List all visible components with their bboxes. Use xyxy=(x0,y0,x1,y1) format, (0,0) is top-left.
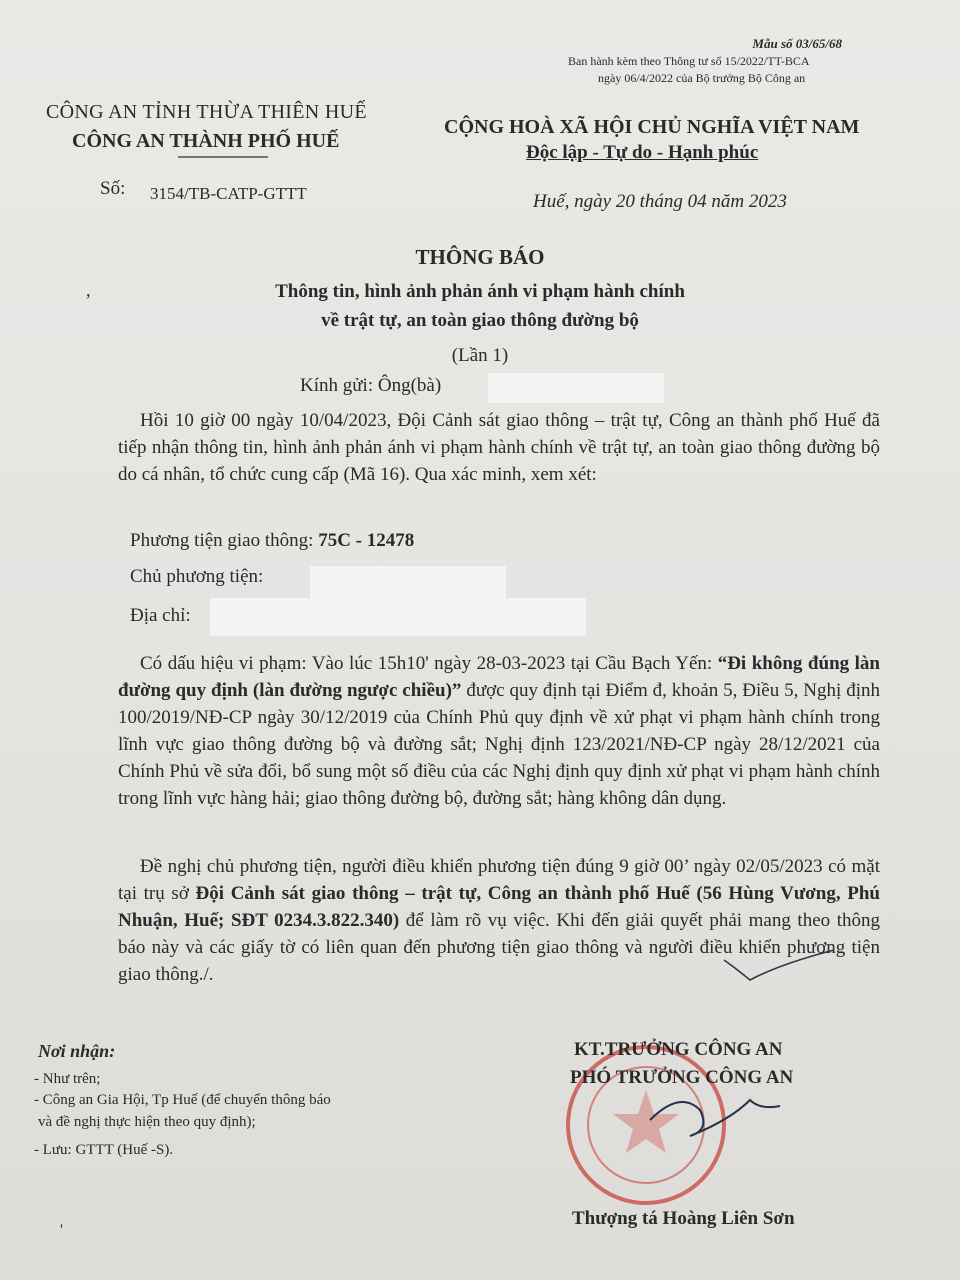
violation-intro: Có dấu hiệu vi phạm: Vào lúc 15h10' ngày 28-03-2023 tại Cầu Bạch Yến: xyxy=(140,653,713,674)
owner-row xyxy=(130,566,263,588)
form-reference: Mẫu số 03/65/68 xyxy=(752,36,842,51)
issued-note-line2: ngày 06/4/2022 của Bộ trưởng Bộ Công an xyxy=(598,71,806,85)
signer-name: Thượng tá Hoàng Liên Sơn xyxy=(572,1208,795,1229)
margin-mark: ' xyxy=(60,1222,63,1239)
doc-subtitle-line1: Thông tin, hình ảnh phản ánh vi phạm hành chính xyxy=(275,281,685,302)
intro-paragraph: Hồi 10 giờ 00 ngày 10/04/2023, Đội Cảnh sát giao thông – trật tự, Công an thành phố Huế đã tiếp nhận thông tin, hình ảnh phản ánh vi phạm hành chính về trật tự, an toàn giao thông đường bộ do cá nhân, tổ chức cung cấp (Mã 16). Qua xác minh, xem xét: xyxy=(118,410,880,485)
national-motto: Độc lập - Tự do - Hạnh phúc xyxy=(526,142,759,163)
signature-authority-line1: KT.TRƯỞNG CÔNG AN xyxy=(574,1039,783,1060)
recipients-item-1: - Như trên; xyxy=(34,1071,101,1087)
violation-description: “Đi không đúng làn đường quy định (làn đường ngược chiều)” xyxy=(118,653,880,701)
vehicle-row xyxy=(130,530,414,552)
agency-underline xyxy=(178,155,268,159)
signature-icon xyxy=(640,1080,790,1160)
handwritten-tick-icon xyxy=(720,946,840,986)
doc-title: THÔNG BÁO xyxy=(415,245,545,269)
vehicle-plate: 75C - 12478 xyxy=(318,530,415,551)
recipients-item-2-cont: và đề nghị thực hiện theo quy định); xyxy=(38,1114,256,1130)
signature-authority-line2: PHÓ TRƯỞNG CÔNG AN xyxy=(570,1067,794,1088)
owner-label: Chủ phương tiện: xyxy=(130,566,264,587)
recipients-item-2: - Công an Gia Hội, Tp Huế (để chuyển thông báo xyxy=(34,1092,331,1108)
agency-name-city: CÔNG AN THÀNH PHỐ HUẾ xyxy=(72,130,340,152)
doc-number-value: 3154/TB-CATP-GTTT xyxy=(150,184,307,203)
recipient-label: Kính gửi: Ông(bà) xyxy=(300,375,442,396)
agency-name-provincial: CÔNG AN TỈNH THỪA THIÊN HUẾ xyxy=(46,101,367,123)
recipients-label: Nơi nhận: xyxy=(38,1041,116,1061)
notice-round: (Lần 1) xyxy=(451,345,509,366)
redacted-recipient-name xyxy=(488,373,664,403)
address-row xyxy=(130,605,191,627)
doc-subtitle-line2: về trật tự, an toàn giao thông đường bộ xyxy=(321,310,639,331)
violation-paragraph xyxy=(118,650,880,812)
violation-legal-basis: được quy định tại Điểm đ, khoản 5, Điều 5, Nghị định 100/2019/NĐ-CP ngày 30/12/2019 của Chính Phủ quy định về xử phạt vi phạm hành chính trong lĩnh vực giao thông đường bộ và đường sắt; Nghị định 123/2021/NĐ-CP ngày 28/12/2021 của Chính Phủ về sửa đổi, bổ sung một số điều của các Nghị định quy định xử phạt vi phạm hành chính trong lĩnh vực hàng hải; giao thông đường bộ, đường sắt; hàng không dân dụng. xyxy=(118,680,880,809)
place-date: Huế, ngày 20 tháng 04 năm 2023 xyxy=(533,191,787,212)
issued-note-line1: Ban hành kèm theo Thông tư số 15/2022/TT-BCA xyxy=(568,54,810,68)
redacted-owner xyxy=(310,566,506,600)
recipients-item-3: - Lưu: GTTT (Huế -S). xyxy=(34,1142,174,1158)
national-title: CỘNG HOÀ XÃ HỘI CHỦ NGHĨA VIỆT NAM xyxy=(444,116,860,138)
address-label: Địa chỉ: xyxy=(130,605,191,626)
margin-tick: , xyxy=(86,280,91,300)
request-intro: Đề nghị chủ phương tiện, người điều khiển phương tiện đúng 9 giờ 00’ ngày 02/05/2023 có mặt tại trụ sở xyxy=(118,856,880,904)
vehicle-label: Phương tiện giao thông: xyxy=(130,530,314,551)
request-office: Đội Cảnh sát giao thông – trật tự, Công an thành phố Huế (56 Hùng Vương, Phú Nhuận, Huế; SĐT 0234.3.822.340) xyxy=(118,883,880,931)
doc-number-label: Số: xyxy=(100,178,126,199)
request-instructions: để làm rõ vụ việc. Khi đến giải quyết phải mang theo thông báo này và các giấy tờ có liên quan đến phương tiện giao thông và người điều khiển phương tiện giao thông./. xyxy=(118,910,880,985)
redacted-address xyxy=(210,598,586,636)
